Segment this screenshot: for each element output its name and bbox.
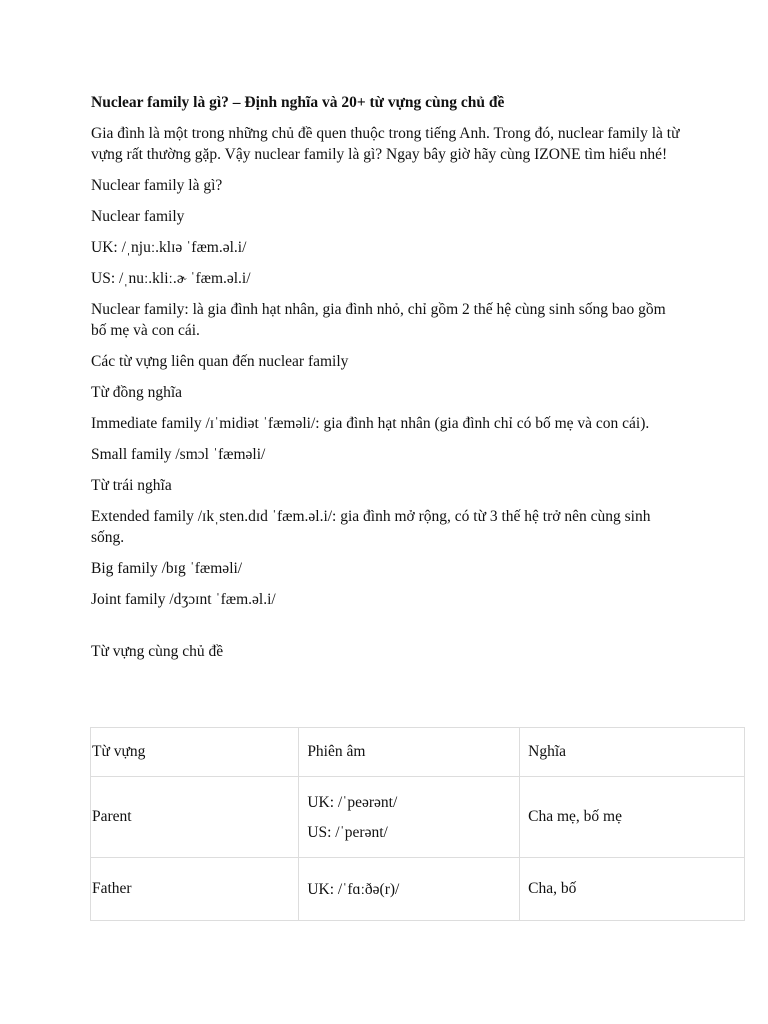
document-body [91, 93, 681, 672]
heading-synonyms: Từ đồng nghĩa [91, 384, 183, 401]
cell-word: Parent [91, 777, 299, 858]
heading-topic-vocab: Từ vựng cùng chủ đề [91, 643, 224, 660]
antonym-big-family: Big family /bɪg ˈfæməli/ [91, 560, 243, 577]
table-header-row [91, 728, 745, 777]
cell-word: Father [91, 858, 299, 921]
cell-meaning: Cha mẹ, bố mẹ [520, 777, 745, 858]
document-title: Nuclear family là gì? – Định nghĩa và 20+ từ vựng cùng chủ đề [91, 94, 505, 111]
cell-meaning: Cha, bố [520, 858, 745, 921]
table-row [91, 858, 745, 921]
pronunciation-uk: UK: /ˈpeərənt/ [307, 793, 398, 811]
cell-pronunciation [299, 858, 520, 921]
paragraph-intro: Gia đình là một trong những chủ đề quen thuộc trong tiếng Anh. Trong đó, nuclear family là từ vựng rất thường gặp. Vậy nuclear family là gì? Ngay bây giờ hãy cùng IZONE tìm hiểu nhé! [91, 125, 680, 163]
pronunciation-us: US: /ˈperənt/ [307, 823, 388, 841]
pronunciation-uk: UK: /ˈfɑːðə(r)/ [307, 880, 400, 898]
antonym-extended-family: Extended family /ɪkˌsten.dɪd ˈfæm.əl.i/: gia đình mở rộng, có từ 3 thế hệ trở nên cùng sinh sống. [91, 508, 651, 546]
synonym-immediate-family: Immediate family /ɪˈmidiət ˈfæməli/: gia đình hạt nhân (gia đình chỉ có bố mẹ và con cái). [91, 415, 650, 432]
term-label: Nuclear family [91, 208, 185, 225]
heading-related-vocab: Các từ vựng liên quan đến nuclear family [91, 353, 349, 370]
pronunciation-us: US: /ˌnuː.kliː.ɚ ˈfæm.əl.i/ [91, 270, 251, 287]
cell-pronunciation [299, 777, 520, 858]
header-meaning: Nghĩa [520, 728, 745, 777]
heading-antonyms: Từ trái nghĩa [91, 477, 172, 494]
antonym-joint-family: Joint family /dʒɔɪnt ˈfæm.əl.i/ [91, 591, 276, 608]
pronunciation-uk: UK: /ˌnjuː.klɪə ˈfæm.əl.i/ [91, 239, 247, 256]
heading-definition: Nuclear family là gì? [91, 177, 223, 194]
header-word: Từ vựng [91, 728, 299, 777]
table-row [91, 777, 745, 858]
definition-paragraph: Nuclear family: là gia đình hạt nhân, gia đình nhỏ, chỉ gồm 2 thế hệ cùng sinh sống bao gồm bố mẹ và con cái. [91, 301, 666, 339]
header-pronunciation: Phiên âm [299, 728, 520, 777]
synonym-small-family: Small family /smɔl ˈfæməli/ [91, 446, 266, 463]
blank-line [91, 620, 681, 641]
vocab-table [90, 727, 745, 921]
